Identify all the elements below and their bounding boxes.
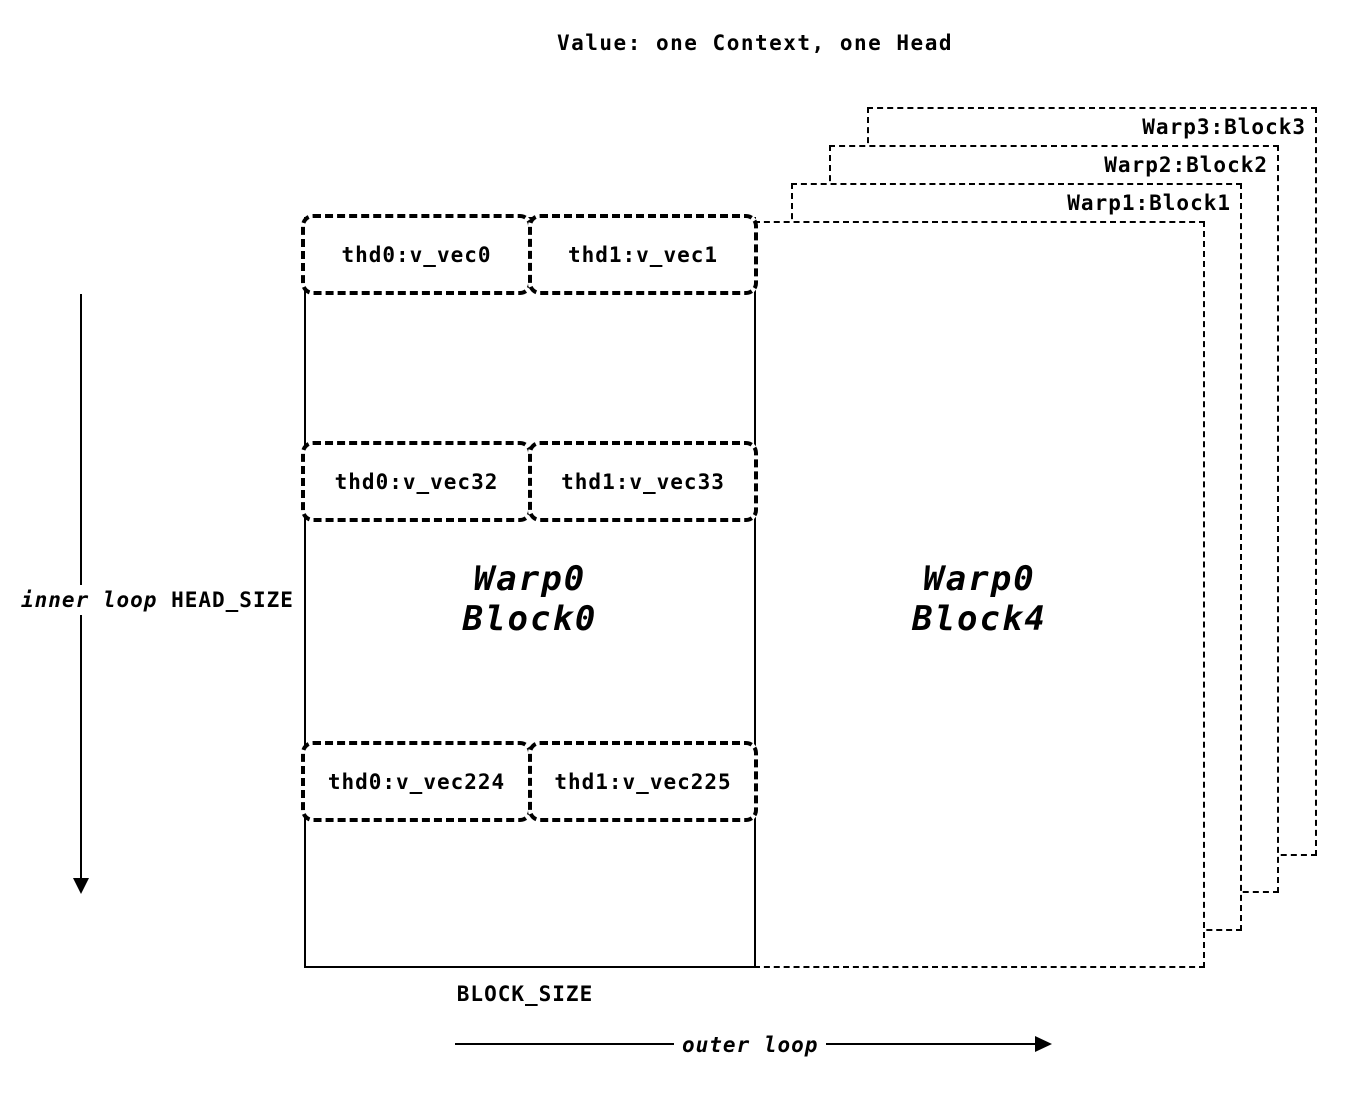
warp0-block0-label — [306, 559, 754, 639]
vec-box-thd1-v_vec33: thd1:v_vec33 — [528, 441, 758, 522]
warp0-block0-line1: Warp0 — [473, 559, 587, 599]
warp3-block3-label: Warp3:Block3 — [1142, 115, 1306, 139]
inner-loop-head-size-label — [16, 585, 299, 615]
inner-loop-arrow-head-icon — [73, 878, 89, 894]
warp0-block0-rect — [304, 217, 756, 968]
warp0-block0-line2: Block0 — [462, 599, 598, 639]
outer-loop-label: outer loop — [674, 1031, 826, 1059]
warp2-block2-label: Warp2:Block2 — [1104, 153, 1268, 177]
vec-box-thd1-v_vec1: thd1:v_vec1 — [528, 214, 758, 295]
block-size-label: BLOCK_SIZE — [456, 982, 594, 1006]
warp1-block1-label: Warp1:Block1 — [1067, 191, 1231, 215]
diagram-title: Value: one Context, one Head — [556, 31, 953, 55]
warp0-block4-line2: Block4 — [912, 599, 1047, 639]
vec-box-thd0-v_vec32: thd0:v_vec32 — [301, 441, 532, 522]
head-size-text: HEAD_SIZE — [171, 588, 294, 612]
warp0-block4-label — [756, 559, 1203, 639]
inner-loop-text: inner loop — [21, 588, 158, 612]
warp0-block4-line1: Warp0 — [923, 559, 1036, 599]
vec-box-thd0-v_vec0: thd0:v_vec0 — [301, 214, 532, 295]
vec-box-thd0-v_vec224: thd0:v_vec224 — [301, 741, 532, 822]
warp0-block4-rect — [754, 221, 1205, 968]
vec-box-thd1-v_vec225: thd1:v_vec225 — [528, 741, 758, 822]
outer-loop-arrow-head-icon — [1035, 1036, 1052, 1052]
